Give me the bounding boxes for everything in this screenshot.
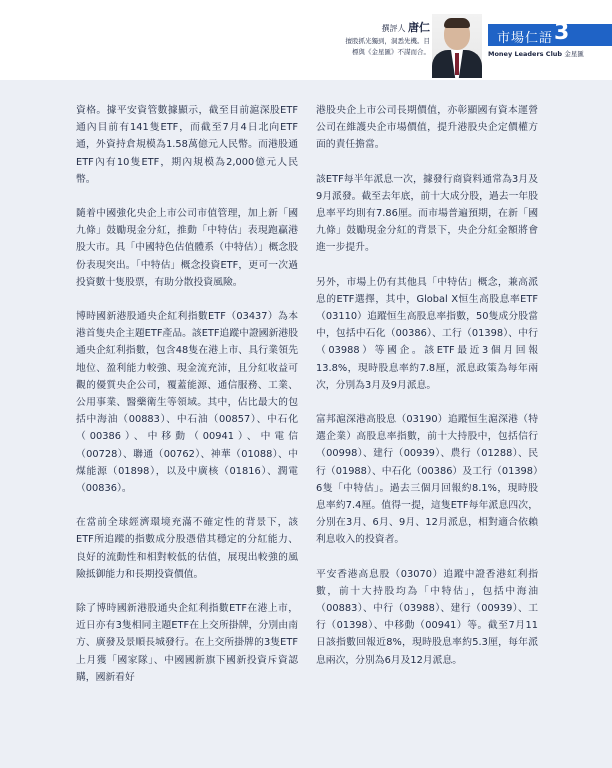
- left-paragraph-1: 資格。據平安資管數據顯示，截至目前滬深股ETF通內目前有141隻ETF，而截至7月4日北向ETF通，外資持倉規模為1.58萬億元人民幣。而港股通ETF內有10隻ETF，期內規模為2,000億元人民幣。: [76, 105, 298, 185]
- right-paragraph-3: 另外，市場上仍有其他具「中特估」概念，兼高派息的ETF選擇，其中，Global X恒生高股息率ETF（03110）追蹤恒生高股息率指數，50隻成分股當中，包括中石化（00386）、工行（01398）、中行（03988）等國企。該ETF最近3個月回報13.8%，現時股息率約7.8厘，派息政策為每年兩次，分別為3月及9月派息。: [316, 276, 538, 391]
- article-right-column: [316, 102, 538, 686]
- writer-bio-line2: 標與《金星匯》不謀而合。: [352, 48, 430, 56]
- writer-label: 撰評人: [381, 24, 406, 33]
- club-name: Money Leaders Club: [488, 50, 563, 58]
- club-name-line: [488, 49, 612, 58]
- left-paragraph-3: 博時國新港股通央企紅利指數ETF（03437）為本港首隻央企主題ETF產品。該ETF追蹤中證國新港股通央企紅利指數，包含48隻在港上市、具行業領先地位、盈利能力較強、現金流充沛，且分紅收益可觀的優質央企公司，覆蓋能源、通信服務、工業、公用事業、醫藥衛生等領域。其中，佔比最大的包括中海油（00883）、中石油（00857）、中石化（00386）、中移動（00941）、中電信（00728）、聯通（00762）、神華（01088）、中煤能源（01898），以及中廣核（01816）、潤電（00836）。: [76, 311, 298, 495]
- left-paragraph-4: 在當前全球經濟環境充滿不確定性的背景下，該ETF所追蹤的指數成分股憑借其穩定的分紅能力、良好的流動性和相對較低的估值，展現出較強的風險抵御能力和長期投資價值。: [76, 517, 298, 580]
- column-title-tab: [488, 24, 612, 46]
- writer-name: 唐仁: [408, 21, 430, 34]
- page-number: 3: [554, 20, 570, 45]
- right-paragraph-2: 該ETF每半年派息一次，據發行商資料通常為3月及9月派發。截至去年底，前十大成分股，過去一年股息率平均則有7.86厘。而市場普遍預期，在新「國九條」鼓勵現金分紅的背景下，央企分紅金額將會進一步提升。: [316, 173, 538, 254]
- page-header: [0, 0, 612, 80]
- writer-block: [230, 22, 430, 57]
- writer-bio-line1: 擅股抓光獨到，洞悉先機。目: [345, 37, 430, 45]
- left-paragraph-5: 除了博時國新港股通央企紅利指數ETF在港上市，近日亦有3隻相同主題ETF在上交所掛牌，分別由南方、廣發及景順長城發行。在上交所掛牌的3隻ETF上月獲「國家隊」、中國國新旗下國新投資斥資認購，國新看好: [76, 603, 298, 683]
- article-left-column: [76, 102, 298, 703]
- column-title: 市場仁語: [497, 31, 554, 46]
- left-paragraph-2: 隨着中國強化央企上市公司市值管理，加上新「國九條」鼓勵現金分紅，推動「中特估」表現跑贏港股大市。具「中國特色估值體系（中特估）」概念股份表現突出。「中特估」概念投資ETF，更可一次過投資數十隻股票，有助分散投資風險。: [76, 208, 298, 288]
- right-paragraph-4: 富邦滬深港高股息（03190）追蹤恒生滬深港（特選企業）高股息率指數，前十大持股中，包括信行（00998）、建行（00939）、農行（01288）、民行（01988）、中石化（00386）及工行（01398）6隻「中特估」。過去三個月回報約8.1%，現時股息率約7.4厘。值得一提，這隻ETF每年派息四次，分別在3月、6月、9月、12月派息，相對適合依賴利息收入的投資者。: [316, 414, 538, 546]
- right-paragraph-5: 平安香港高息股（03070）追蹤中證香港紅利指數，前十大持股均為「中特估」，包括中海油（00883）、中行（03988）、建行（00939）、工行（01398）、中移動（00941）等。截至7月11日該指數回報近8%，現時股息率約5.3厘，每年派息兩次，分別為6月及12月派息。: [316, 568, 538, 666]
- club-name-cn: 金星匯: [564, 50, 584, 58]
- right-paragraph-1: 港股央企上市公司長期價值，亦彰顯國有資本運營公司在維護央企市場價值，提升港股央企定價權方面的責任擔當。: [316, 105, 538, 151]
- writer-byline: [230, 22, 430, 35]
- writer-portrait: [432, 14, 482, 78]
